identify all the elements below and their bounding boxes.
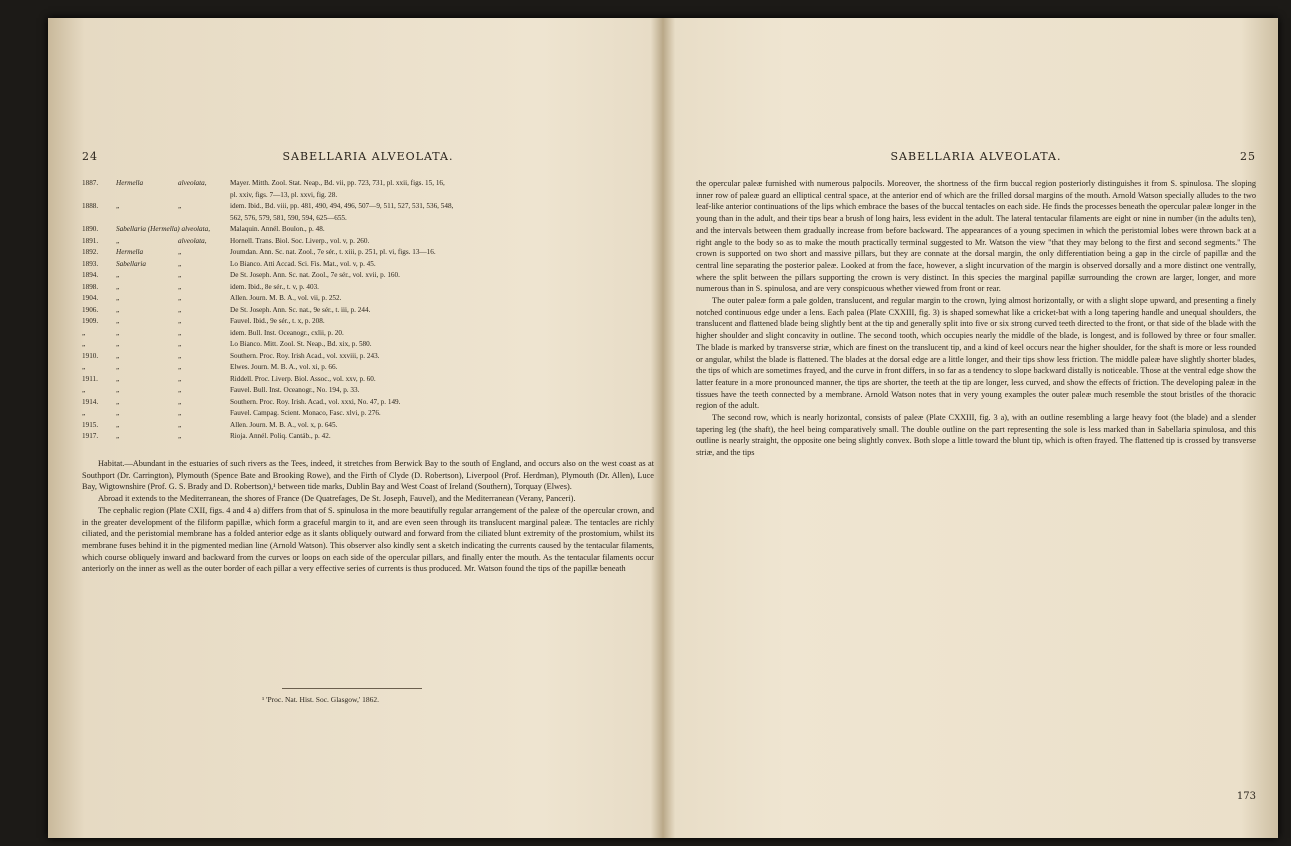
bib-genus: Sabellaria (Hermella) alveolata, — [116, 225, 211, 233]
bib-year: 1890. — [82, 225, 99, 233]
bib-entry — [82, 247, 654, 259]
bib-entry — [82, 224, 654, 236]
bib-species: „ — [178, 397, 182, 406]
bib-ref: De St. Joseph. Ann. Sc. nat., 9e sér., t. iii, p. 244. — [230, 305, 371, 314]
bib-year: 1914. — [82, 397, 99, 406]
bib-entry — [82, 328, 654, 340]
bib-species: „ — [178, 248, 182, 256]
bib-species: „ — [178, 386, 182, 394]
bib-species: alveolata, — [178, 179, 207, 187]
bib-species: „ — [178, 294, 182, 302]
bib-genus: „ — [116, 363, 120, 371]
bib-genus: „ — [116, 386, 120, 394]
bib-species: „ — [178, 282, 182, 291]
bib-ref: Fauvel. Campag. Scient. Monaco, Fasc. xlvi, p. 276. — [230, 409, 381, 417]
bib-species: „ — [178, 409, 182, 417]
right-running-head — [696, 150, 1256, 164]
bib-ref: Joumdan. Ann. Sc. nat. Zool., 7e sér., t. xiii, p. 251, pl. vi, figs. 13—16. — [230, 248, 436, 256]
bib-ref: Lo Bianco. Mitt. Zool. St. Neap., Bd. xix, p. 580. — [230, 340, 372, 348]
bib-genus: „ — [116, 340, 120, 348]
bib-genus: „ — [116, 397, 120, 406]
bib-genus: „ — [116, 328, 120, 337]
bib-year: 1911. — [82, 374, 98, 383]
bib-species: „ — [178, 328, 182, 337]
bib-species: „ — [178, 317, 182, 325]
bib-year: 1904. — [82, 294, 99, 302]
right-page — [696, 18, 1256, 838]
bib-species: „ — [178, 374, 182, 383]
bib-species: „ — [178, 305, 182, 314]
bib-entry — [82, 316, 654, 328]
paragraph: the opercular paleæ furnished with numerous palpocils. Moreover, the shortness of the firm buccal region posteriorly distinguishes it from S. spinulosa. The sloping inner row of paleæ guard an elliptical central space, at the anterior end of which are the frilled dorsal margins of the mouth. Arnold Watson specially alludes to the two leaf-like anterior continuations of the lips which embrace the bases of the buccal tentacles on each side. He finds the processes beneath the opercular paleæ longer in the young than in the adult, and their tips bear a brush of long hairs, less evident in the adult. The lateral tentacular filaments are eight or nine in number (in the adults ten), and the intervals between them gradually increase from before backward. The appearances of a young specimen in which the peristomial lobes were thrown back at a right angle to the body so as to make the mouth practically terminal suggested to Mr. Watson the view "that they may belong to the first and second segments." The crown is supported on two short and massive pillars, but they are connate at the dorsal margin, the only differentiation being a gap in the circle of papillæ and the central line separating the posterior paleæ. Looked at from the face, however, a slight incurvation of the margin is observed dorsally and a more distinct one ventrally, where the split between the pillars supporting the crown is very distinct. In this species the marginal papillæ surrounding the crown are larger, longer, and more numerous than in S. spinulosa, and are very conspicuous whether viewed from front or rear. — [696, 179, 1256, 294]
bib-species: „ — [178, 202, 182, 210]
bib-entry — [82, 201, 654, 213]
bib-ref: Allen. Journ. M. B. A., vol. x, p. 645. — [230, 420, 338, 429]
bib-genus: „ — [116, 374, 120, 383]
paragraph: The cephalic region (Plate CXII, figs. 4 and 4 a) differs from that of S. spinulosa in the more beautifully regular arrangement of the paleæ of the opercular crown, and in the greater development of the filiform papillæ, which form a graceful margin to it, and are even seen through its translucent marginal paleæ. The tentacles are richly ciliated, and the peristomial membrane has a folded anterior edge as it slants obliquely outward and forward from the ciliated blunt extremity of the prostomium, whilst its membrane fuses behind it in the pigmented median line (Arnold Watson). This observer also kindly sent a sketch indicating the currents caused by the tentacular filaments, which course obliquely inward and backward from the curves or loops on each side of the opercular pillars, and finally enter the mouth. As the tentacular filaments occur anteriorly on the inner as well as the outer border of each pillar a very effective series of currents is thus produced. Mr. Watson found the tips of the papillæ beneath — [82, 505, 654, 574]
bib-genus: „ — [116, 351, 120, 360]
bib-year: 1909. — [82, 317, 99, 325]
bib-year: „ — [82, 386, 86, 394]
bib-year: „ — [82, 340, 86, 348]
bib-year: 1893. — [82, 259, 99, 268]
bib-entry — [82, 305, 654, 317]
bib-entry — [82, 236, 654, 248]
bib-species: „ — [178, 340, 182, 348]
bib-genus: „ — [116, 236, 120, 245]
bib-genus: „ — [116, 420, 120, 429]
bib-genus: Hermella — [116, 248, 144, 256]
footnote: ¹ 'Proc. Nat. Hist. Soc. Glasgow,' 1862. — [262, 695, 379, 704]
left-page-title: SABELLARIA ALVEOLATA. — [282, 150, 454, 163]
bib-ref: Southern. Proc. Roy. Irish Acad., vol. xxviii, p. 243. — [230, 351, 380, 360]
bib-year: 1894. — [82, 271, 99, 279]
bib-genus: „ — [116, 409, 120, 417]
bib-ref: idem. Ibid., Bd. viii, pp. 481, 490, 494, 496, 507—9, 511, 527, 531, 536, 548, — [230, 202, 454, 210]
bib-entry — [82, 190, 654, 202]
bib-year: 1891. — [82, 236, 99, 245]
bib-entry — [82, 178, 654, 190]
bib-ref: De St. Joseph. Ann. Sc. nat. Zool., 7e sér., vol. xvii, p. 160. — [230, 271, 400, 279]
bib-ref: Mayer. Mitth. Zool. Stat. Neap., Bd. vii, pp. 723, 731, pl. xxii, figs. 15, 16, — [230, 179, 445, 187]
paragraph: Abroad it extends to the Mediterranean, the shores of France (De Quatrefages, De St. Joseph, Fauvel), and the Mediterranean (Verany, Panceri). — [98, 494, 576, 504]
bib-ref: Riddell. Proc. Liverp. Biol. Assoc., vol. xxv, p. 60. — [230, 374, 376, 383]
bib-year: 1917. — [82, 432, 99, 440]
bib-genus: „ — [116, 317, 120, 325]
bib-ref: Allen. Journ. M. B. A., vol. vii, p. 252. — [230, 294, 342, 302]
bib-genus: „ — [116, 305, 120, 314]
bib-year: 1910. — [82, 351, 99, 360]
bib-entry — [82, 362, 654, 374]
right-page-number: 25 — [1240, 150, 1256, 163]
bib-ref: Southern. Proc. Roy. Irish. Acad., vol. xxxi, No. 47, p. 149. — [230, 397, 401, 406]
signature-mark: 173 — [1236, 791, 1256, 802]
left-body-text — [82, 458, 654, 575]
bib-entry — [82, 397, 654, 409]
bib-species: „ — [178, 351, 182, 360]
bib-entry — [82, 374, 654, 386]
bib-entry — [82, 213, 654, 225]
bib-species: „ — [178, 259, 182, 268]
bib-ref: idem. Ibid., 8e sér., t. v, p. 403. — [230, 282, 319, 291]
paragraph: The second row, which is nearly horizontal, consists of paleæ (Plate CXXIII, fig. 3 a), with an outline resembling a large heavy foot (the blade) and a slender tapering leg (the shaft), the heel being comparatively small. The double outline on the part representing the sole is less marked than in Sabellaria spinulosa, and this outline is nearly straight, the opposite one being slightly convex. Both slope a little toward the blunt tip, which is often frayed. The flattened tip is crossed by transverse striæ, and the tips — [696, 413, 1256, 458]
bib-entry — [82, 270, 654, 282]
bib-genus: „ — [116, 294, 120, 302]
book-spread — [48, 18, 1278, 838]
left-running-head — [82, 150, 654, 164]
bib-year: 1915. — [82, 420, 99, 429]
bib-year: 1892. — [82, 248, 99, 256]
bib-genus: „ — [116, 271, 120, 279]
bib-genus: „ — [116, 282, 120, 291]
bib-entry — [82, 282, 654, 294]
bib-ref: Elwes. Journ. M. B. A., vol. xi, p. 66. — [230, 363, 338, 371]
bib-entry — [82, 339, 654, 351]
right-body-text — [696, 178, 1256, 459]
bib-species: „ — [178, 363, 182, 371]
paragraph: Habitat.—Abundant in the estuaries of such rivers as the Tees, indeed, it stretches from Berwick Bay to the south of England, and occurs also on the west coast as at Southport (Dr. Carrington), Plymouth (Spence Bate and Brooking Rowe), and the Firth of Clyde (D. Robertson), Liverpool (Prof. Herdman), Plymouth (Dr. Allen), Luce Bay, Wigtownshire (Prof. G. S. Brady and D. Robertson),¹ between tide marks, Dublin Bay and West Coast of Ireland (Southern), Torquay (Elwes). — [82, 459, 654, 492]
bib-ref: Fauvel. Ibid., 9e sér., t. x, p. 208. — [230, 317, 325, 325]
left-page-number: 24 — [82, 150, 98, 163]
bib-species: „ — [178, 420, 182, 429]
bib-species: alveolata, — [178, 236, 207, 245]
bib-entry — [82, 420, 654, 432]
bib-year: „ — [82, 328, 86, 337]
bib-genus: „ — [116, 432, 120, 440]
bib-ref: Hornell. Trans. Biol. Soc. Liverp., vol. v, p. 260. — [230, 236, 370, 245]
bib-genus: Hermella — [116, 179, 144, 187]
bib-species: „ — [178, 271, 182, 279]
right-page-title: SABELLARIA ALVEOLATA. — [890, 150, 1062, 163]
bib-ref: Malaquin. Annél. Boulon., p. 48. — [230, 225, 325, 233]
bib-ref: pl. xxiv, figs. 7—13, pl. xxvi, fig. 28. — [230, 190, 338, 199]
bib-year: 1888. — [82, 202, 99, 210]
bib-ref: Fauvel. Bull. Inst. Oceanogr., No. 194, p. 33. — [230, 386, 360, 394]
bib-species: „ — [178, 432, 182, 440]
bibliography — [82, 178, 654, 443]
bib-ref: idem. Bull. Inst. Oceanogr., cxlii, p. 20. — [230, 328, 344, 337]
bib-entry — [82, 431, 654, 443]
left-page — [82, 18, 654, 838]
bib-year: „ — [82, 409, 86, 417]
footnote-rule — [282, 688, 422, 689]
bib-ref: Lo Bianco. Atti Accad. Sci. Fis. Mat., vol. v, p. 45. — [230, 259, 376, 268]
bib-entry — [82, 408, 654, 420]
bib-ref: 562, 576, 579, 581, 590, 594, 625—655. — [230, 213, 347, 222]
bib-genus: Sabellaria — [116, 259, 146, 268]
bib-year: 1887. — [82, 179, 99, 187]
bib-entry — [82, 293, 654, 305]
bib-year: 1898. — [82, 282, 99, 291]
bib-year: 1906. — [82, 305, 99, 314]
paragraph: The outer paleæ form a pale golden, translucent, and regular margin to the crown, lying almost horizontally, or with a slight slope upward, and presenting a finely notched continuous edge under a lens. Each palea (Plate CXXIII, fig. 3) is shaped somewhat like a cricket-bat with a long tapering handle and unequal shoulders, the translucent and flattened blade being slightly bent at the tip and generally split into five or six strong curved teeth directed to the front, or that side of the blade with the higher shoulder and slight concavity in outline. The second tooth, which occupies nearly the middle of the blade, is longest, and is followed by three or four smaller. The blade is marked by transverse striæ, which are finest on the translucent tip, and a kind of keel occurs near the higher shoulder, for the shaft is more or less rounded or angular, whilst the blade is flattened. The blades at the dorsal edge are a little longer, and their tips show less friction. The middle paleæ have slightly shorter blades, the tips of which are sometimes frayed, and the curve in front differs, in so far as a tendency to slope backward distally is noticeable. Those at the ventral edge show the latter feature in a more pronounced manner, the tips are shorter, the teeth at the tip are longer, less curved, and show the effects of friction. The developing paleæ in the tissues have the teeth connected by a membrane. Arnold Watson notes that in very young examples the outer paleæ much resemble the stout bristles of the thoracic region of the adult. — [696, 296, 1256, 411]
bib-entry — [82, 385, 654, 397]
bib-ref: Rioja. Annél. Poliq. Cantáb., p. 42. — [230, 432, 331, 440]
bib-year: „ — [82, 363, 86, 371]
bib-entry — [82, 351, 654, 363]
bib-entry — [82, 259, 654, 271]
bib-genus: „ — [116, 202, 120, 210]
